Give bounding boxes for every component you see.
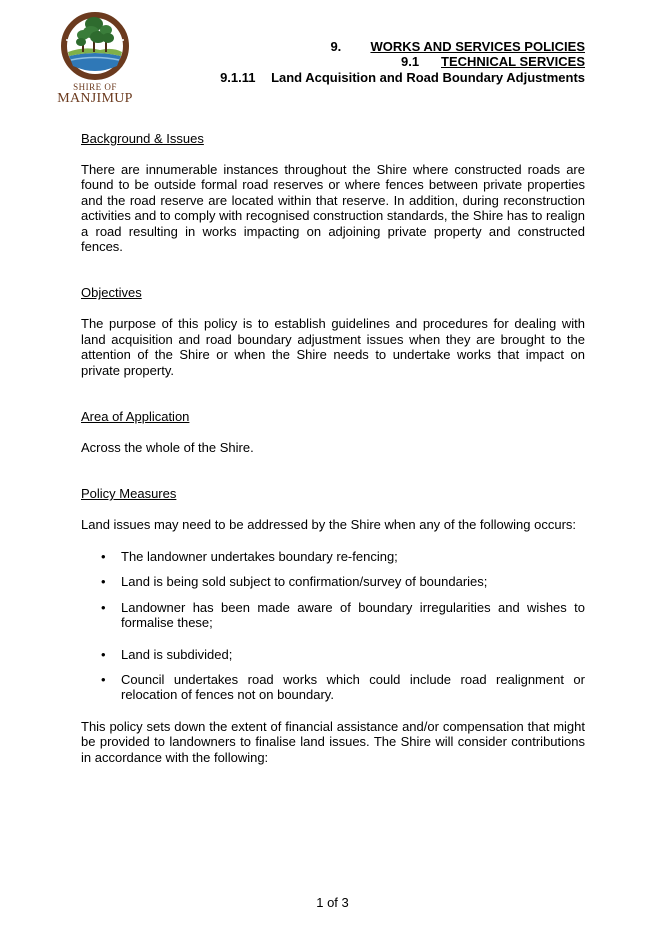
shire-logo — [55, 10, 135, 108]
list-item — [81, 549, 585, 564]
list-item-text: Land is being sold subject to confirmation/survey of boundaries; — [121, 574, 488, 590]
section-text-policy-intro: Land issues may need to be addressed by the Shire when any of the following occurs: — [81, 517, 577, 533]
section-heading-background: Background & Issues — [81, 131, 204, 146]
document-body — [81, 131, 585, 765]
header-line-2 — [401, 54, 585, 69]
list-item-text: Council undertakes road works which could include road realignment or relocation of fences not on boundary. — [121, 671, 585, 703]
header-title: TECHNICAL SERVICES — [441, 54, 585, 69]
header-title: Land Acquisition and Road Boundary Adjustments — [271, 70, 585, 85]
list-item-text: Land is subdivided; — [121, 646, 233, 662]
bullet-icon: • — [101, 548, 106, 564]
list-item — [81, 647, 585, 662]
section-heading-area: Area of Application — [81, 409, 190, 425]
page-number: 1 of 3 — [316, 895, 349, 910]
list-item-text: Landowner has been made aware of boundary irregularities and wishes to formalise these; — [121, 599, 585, 631]
logo-shire-of: SHIRE OF — [73, 82, 117, 92]
section-text-area: Across the whole of the Shire. — [81, 440, 254, 456]
bullet-icon: • — [101, 599, 106, 615]
section-heading-objectives: Objectives — [81, 285, 142, 301]
header-title: WORKS AND SERVICES POLICIES — [370, 39, 585, 54]
section-text-policy-closing: This policy sets down the extent of financial assistance and/or compensation that might be provided to landowners to finalise land issues. The Shire will consider contributions in accordance with the following: — [81, 718, 585, 765]
bullet-icon: • — [101, 646, 106, 662]
list-item — [81, 672, 585, 703]
section-text-objectives: The purpose of this policy is to establish guidelines and procedures for dealing with land acquisition and road boundary adjustment issues when they are brought to the attention of the Shire or when the Shire needs to undertake works that impact on private property. — [81, 316, 585, 378]
header-line-1 — [330, 39, 585, 54]
section-heading-policy: Policy Measures — [81, 486, 177, 502]
logo-emblem-icon — [55, 10, 135, 84]
policy-bullet-list — [81, 549, 585, 703]
list-item — [81, 600, 585, 631]
bullet-icon: • — [101, 671, 106, 687]
logo-name: MANJIMUP — [57, 91, 133, 106]
list-item — [81, 574, 585, 589]
header-number: 9. — [330, 39, 342, 54]
section-text-background: There are innumerable instances throughout the Shire where constructed roads are found to be outside formal road reserves or where fences between private properties and the road reserve are located within that reserve. In addition, during reconstruction activities and to comply with recognised construction standards, the Shire has to realign a road resulting in works impacting on adjoining private property and constructed fences. — [81, 162, 585, 255]
header-number: 9.1 — [401, 54, 420, 69]
list-item-text: The landowner undertakes boundary re-fencing; — [121, 548, 398, 564]
bullet-icon: • — [101, 574, 106, 590]
header-line-3 — [220, 70, 585, 85]
header-number: 9.1.11 — [220, 70, 256, 85]
